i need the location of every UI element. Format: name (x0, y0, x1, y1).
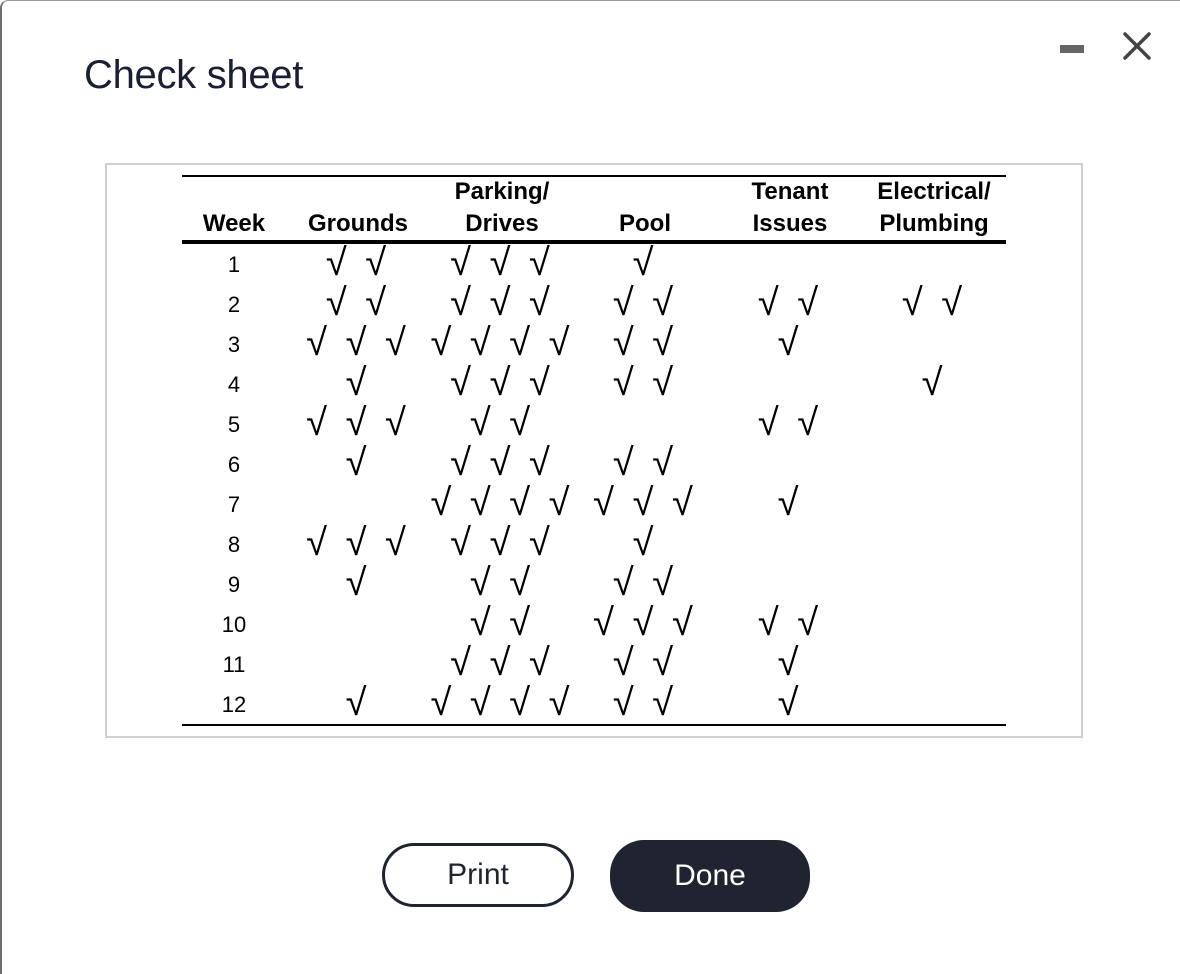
tally-pool: √ √ (612, 682, 678, 724)
tally-parking-drives: √ √ √ √ (430, 482, 574, 524)
tally-parking-drives: √ √ √ √ (430, 322, 574, 364)
tally-tenant-issues: √ √ (757, 402, 823, 444)
tally-parking-drives: √ √ √ √ (430, 682, 574, 724)
header-grounds: Grounds (308, 210, 408, 237)
week-number: 1 (227, 252, 241, 277)
tally-tenant-issues: √ (777, 482, 803, 524)
tally-grounds: √ √ √ (306, 522, 410, 564)
tally-tenant-issues: √ √ (757, 282, 823, 324)
tally-pool: √ √ √ (593, 602, 697, 644)
tally-electrical-plumbing: √ √ (901, 282, 967, 324)
header-pool: Pool (619, 210, 671, 237)
tally-pool: √ √ (612, 562, 678, 604)
header-tenant-issues-line1: Tenant (751, 178, 829, 205)
tally-parking-drives: √ √ √ (450, 522, 554, 564)
header-week: Week (202, 210, 266, 237)
week-number: 4 (227, 372, 241, 397)
header-parking-drives-line1: Parking/ (454, 178, 550, 205)
header-parking-drives: Drives (465, 210, 539, 237)
tally-grounds: √ √ √ (306, 322, 410, 364)
tally-parking-drives: √ √ (469, 562, 535, 604)
week-number: 10 (221, 612, 247, 637)
tally-parking-drives: √ √ √ (450, 282, 554, 324)
tally-parking-drives: √ √ √ (450, 242, 554, 284)
tally-pool: √ √ √ (593, 482, 697, 524)
header-tenant-issues: Issues (752, 210, 828, 237)
print-button[interactable]: Print (382, 843, 574, 907)
tally-parking-drives: √ √ √ (450, 442, 554, 484)
week-number: 3 (227, 332, 241, 357)
tally-tenant-issues: √ √ (757, 602, 823, 644)
tally-tenant-issues: √ (777, 322, 803, 364)
tally-grounds: √ (345, 442, 371, 484)
dialog-title: Check sheet (84, 53, 304, 97)
header-electrical-plumbing: Plumbing (879, 210, 989, 237)
week-number: 7 (227, 492, 241, 517)
tally-parking-drives: √ √ (469, 402, 535, 444)
tally-grounds: √ (345, 682, 371, 724)
tally-parking-drives: √ √ √ (450, 362, 554, 404)
tally-grounds: √ √ (325, 242, 391, 284)
week-number: 6 (227, 452, 241, 477)
tally-pool: √ √ (612, 282, 678, 324)
week-number: 5 (227, 412, 241, 437)
tally-pool: √ √ (612, 362, 678, 404)
tally-parking-drives: √ √ (469, 602, 535, 644)
tally-pool: √ (632, 522, 658, 564)
tally-grounds: √ √ √ (306, 402, 410, 444)
tally-tenant-issues: √ (777, 682, 803, 724)
header-electrical-plumbing-line1: Electrical/ (877, 178, 991, 205)
tally-pool: √ (632, 242, 658, 284)
tally-parking-drives: √ √ √ (450, 642, 554, 684)
minimize-icon[interactable] (1060, 45, 1084, 53)
week-number: 11 (222, 652, 246, 677)
week-number: 8 (227, 532, 241, 557)
tally-pool: √ √ (612, 442, 678, 484)
tally-grounds: √ (345, 562, 371, 604)
tally-pool: √ √ (612, 642, 678, 684)
week-number: 12 (221, 692, 247, 717)
close-icon[interactable] (1116, 27, 1156, 67)
done-button[interactable]: Done (610, 840, 810, 912)
table-bottom-rule (182, 724, 1006, 726)
week-number: 9 (227, 572, 241, 597)
week-number: 2 (227, 292, 241, 317)
tally-grounds: √ (345, 362, 371, 404)
tally-pool: √ √ (612, 322, 678, 364)
tally-grounds: √ √ (325, 282, 391, 324)
tally-tenant-issues: √ (777, 642, 803, 684)
tally-electrical-plumbing: √ (921, 362, 947, 404)
